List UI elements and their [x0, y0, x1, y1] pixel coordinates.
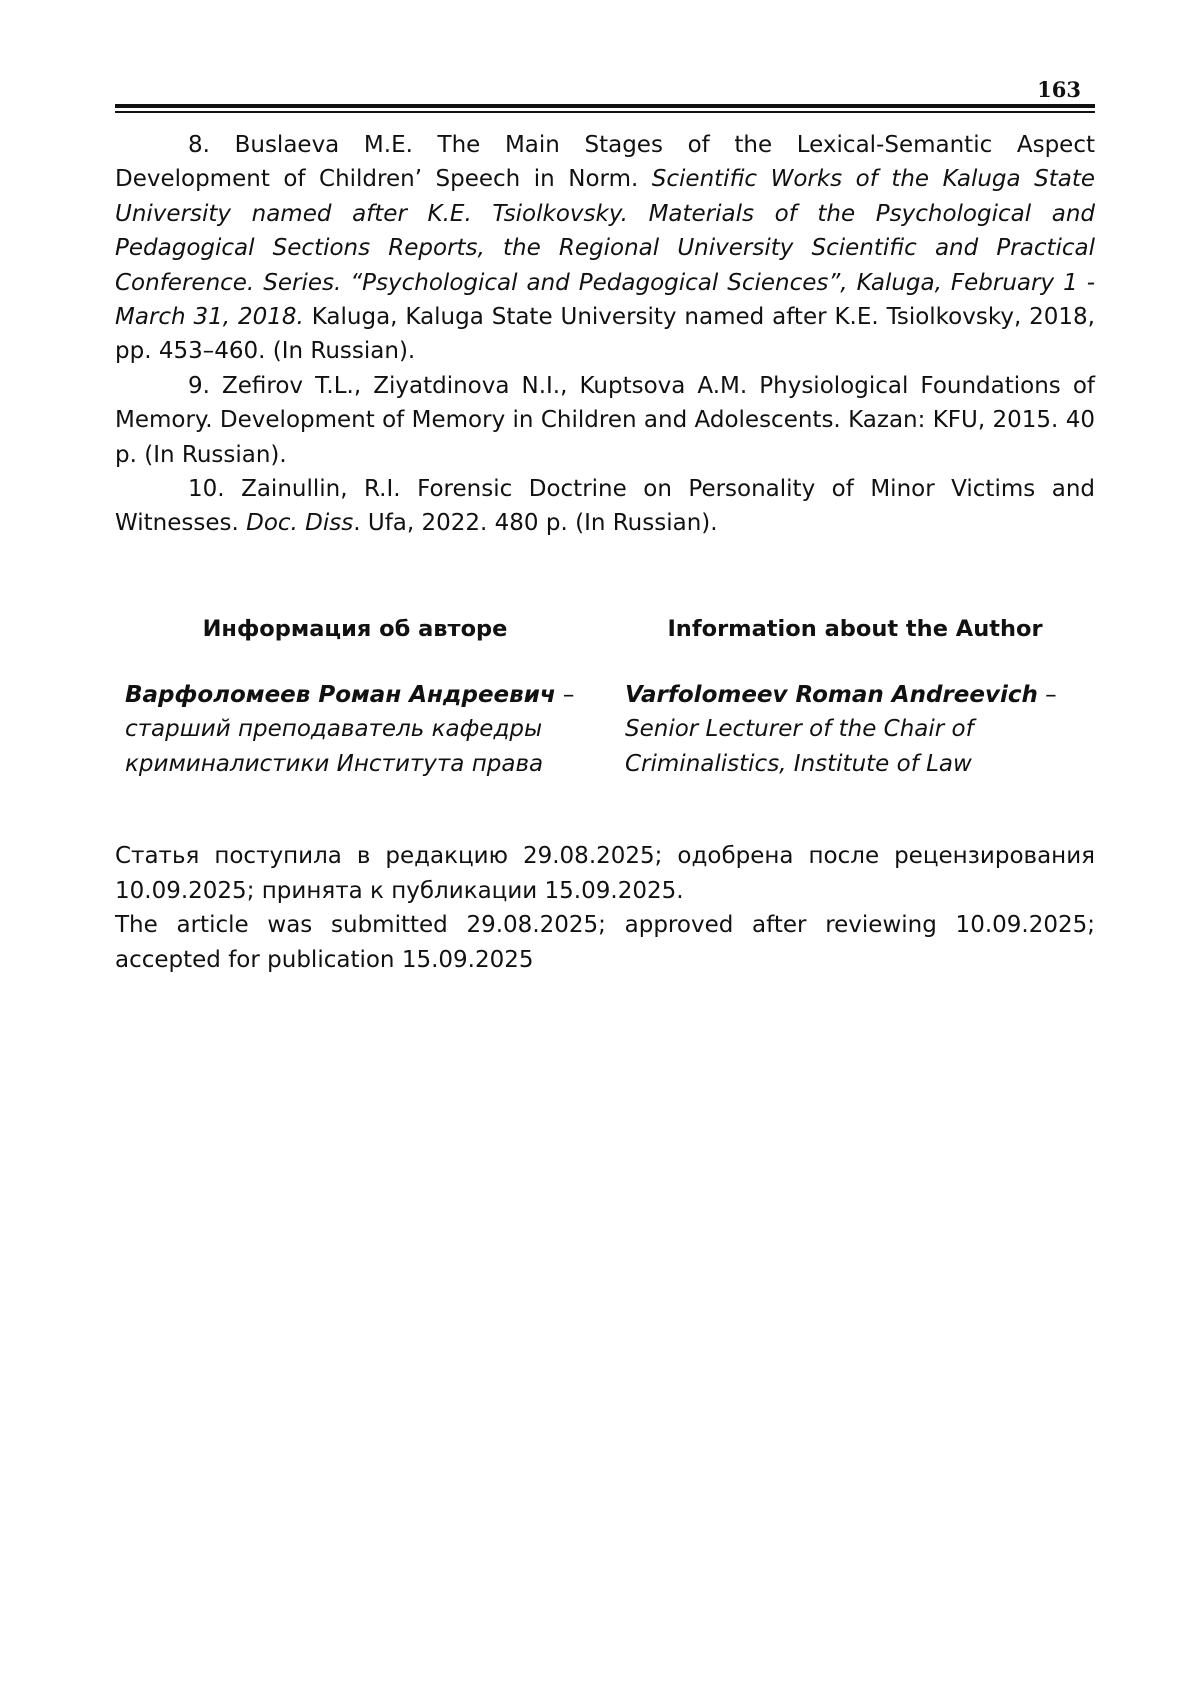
page-number: 163	[1037, 77, 1081, 102]
page	[115, 70, 1095, 977]
author-heading-en: Information about the Author	[667, 615, 1043, 642]
author-dash-en: –	[1037, 681, 1057, 708]
reference-item	[115, 369, 1095, 472]
reference-authors-title: Zefirov T.L., Ziyatdinova N.I., Kuptsova A.M. Physiological Foundations of Memory. Development of Memory in Children and Adolescents. Kazan: KFU, 2015. 40 p. (In Russian).	[115, 372, 1096, 468]
reference-publisher: . Ufa, 2022. 480 p. (In Russian).	[353, 510, 718, 537]
page-header	[115, 70, 1095, 110]
author-name-en: Varfolomeev Roman Andreevich	[625, 681, 1038, 708]
reference-number: 8.	[188, 132, 210, 158]
submission-en: The article was submitted 29.08.2025; approved after reviewing 10.09.2025; accepted for publication 15.09.2025	[115, 912, 1095, 973]
author-description-ru: старший преподаватель кафедры криминалистики Института права	[125, 716, 544, 777]
submission-info	[115, 839, 1095, 977]
author-info-en	[625, 613, 1085, 782]
author-info-block	[115, 613, 1095, 782]
reference-authors-title: Zainullin, R.I. Forensic Doctrine on Personality of Minor Victims and Witnesses.	[115, 476, 1095, 537]
header-rule-thick	[115, 104, 1095, 108]
author-info-ru	[125, 613, 585, 782]
references-list	[115, 128, 1095, 541]
reference-source: Scientific Works of the Kaluga State University named after K.E. Tsiolkovsky. Materials of the Psychological and Pedagogical Sections Reports, the Regional University Scientific and Practical Conference. Series. “Psychological and Pedagogical Sciences”, Kaluga, February 1 - March 31, 2018.	[115, 166, 1095, 331]
author-heading-ru: Информация об авторе	[202, 615, 508, 642]
reference-number: 9.	[188, 372, 210, 399]
reference-publisher: Kaluga, Kaluga State University named after K.E. Tsiolkovsky, 2018, pp. 453–460. (In Russian).	[115, 304, 1095, 365]
reference-item	[115, 128, 1095, 369]
reference-source: Doc. Diss	[246, 510, 354, 537]
reference-authors-title: Buslaeva M.E. The Main Stages of the Lexical-Semantic Aspect Development of Children’ Speech in Norm.	[115, 132, 1095, 193]
author-name-ru: Варфоломеев Роман Андреевич	[125, 681, 556, 708]
author-dash-ru: –	[555, 681, 575, 708]
submission-ru: Статья поступила в редакцию 29.08.2025; одобрена после рецензирования 10.09.2025; принята к публикации 15.09.2025.	[115, 843, 1095, 904]
header-rule-thin	[115, 111, 1095, 113]
reference-item	[115, 472, 1095, 541]
author-text-en	[625, 678, 1085, 782]
reference-number: 10.	[188, 476, 225, 503]
author-text-ru	[125, 678, 585, 782]
author-description-en: Senior Lecturer of the Chair of Criminalistics, Institute of Law	[625, 716, 974, 777]
